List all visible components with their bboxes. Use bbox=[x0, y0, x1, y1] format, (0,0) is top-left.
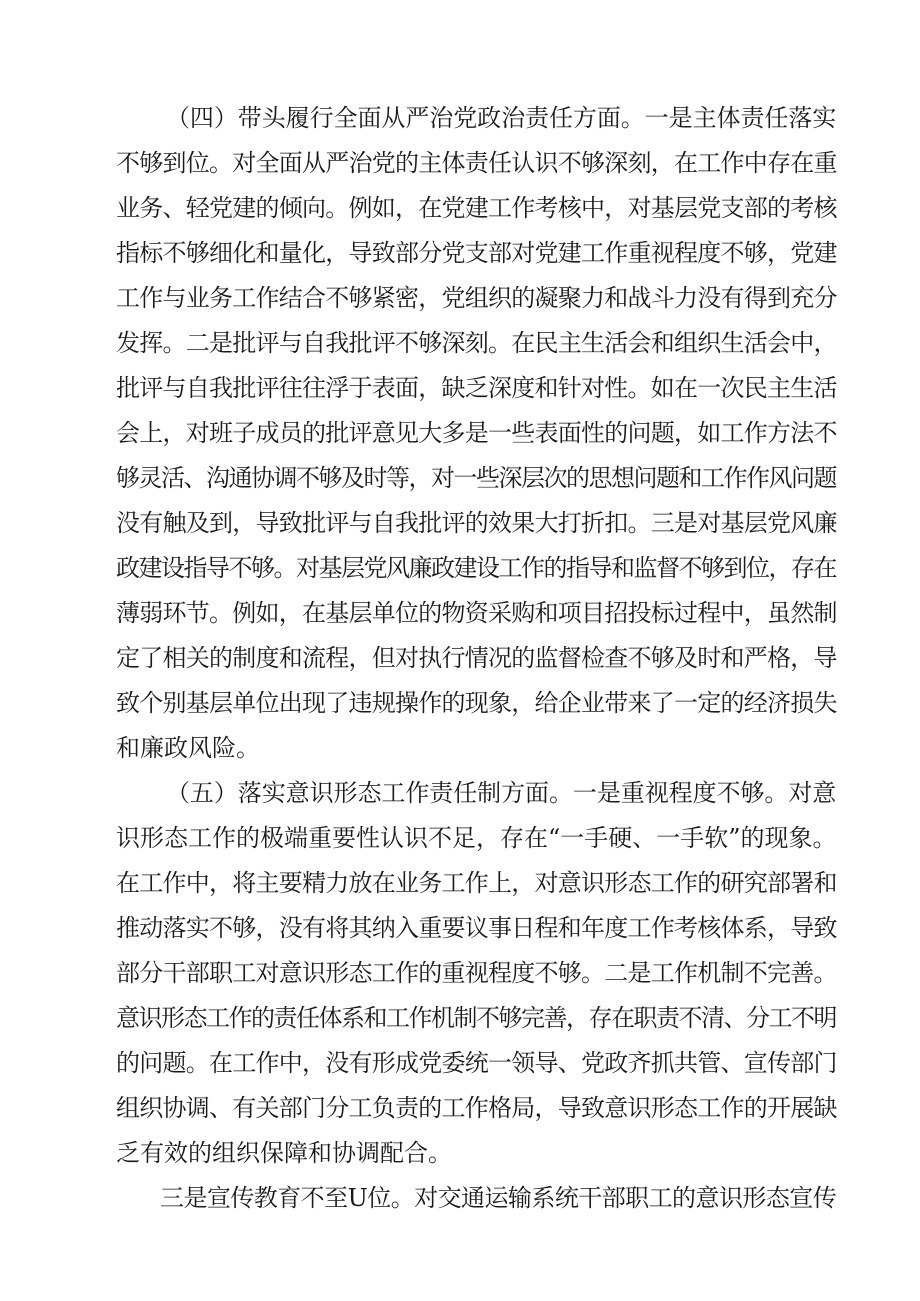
paragraph-5-line-7: 的问题。在工作中，没有形成党委统一领导、党政齐抓共管、宣传部门 bbox=[116, 1049, 837, 1077]
paragraph-5-line-9: 乏有效的组织保障和协调配合。 bbox=[116, 1139, 452, 1167]
paragraph-5-line-4: 推动落实不够，没有将其纳入重要议事日程和年度工作考核体系，导致 bbox=[116, 914, 837, 942]
paragraph-6-line-1: 三是宣传教育不至U位。对交通运输系统干部职工的意识形态宣传 bbox=[160, 1184, 836, 1212]
paragraph-4-line-11: 政建设指导不够。对基层党风廉政建设工作的指导和监督不够到位，存在 bbox=[116, 554, 836, 582]
paragraph-4-line-5: 工作与业务工作结合不够紧密，党组织的凝聚力和战斗力没有得到充分 bbox=[116, 284, 837, 312]
paragraph-5-line-1: （五）落实意识形态工作责任制方面。一是重视程度不够。对意 bbox=[166, 779, 836, 807]
paragraph-4-line-13: 定了相关的制度和流程，但对执行情况的监督检查不够及时和严格，导 bbox=[116, 644, 837, 672]
paragraph-4-line-4: 指标不够细化和量化，导致部分党支部对党建工作重视程度不够，党建 bbox=[116, 239, 837, 267]
paragraph-4-line-12: 薄弱环节。例如，在基层单位的物资采购和项目招投标过程中，虽然制 bbox=[116, 599, 837, 627]
paragraph-5-line-8: 组织协调、有关部门分工负责的工作格局，导致意识形态工作的开展缺 bbox=[116, 1094, 837, 1122]
paragraph-4-line-6: 发挥。二是批评与自我批评不够深刻。在民主生活会和组织生活会中， bbox=[116, 329, 837, 357]
paragraph-4-line-7: 批评与自我批评往往浮于表面，缺乏深度和针对性。如在一次民主生活 bbox=[116, 374, 837, 402]
paragraph-4-line-8: 会上，对班子成员的批评意见大多是一些表面性的问题，如工作方法不 bbox=[116, 419, 837, 447]
paragraph-5-line-2: 识形态工作的极端重要性认识不足，存在“一手硬、一手软”的现象。 bbox=[116, 824, 837, 852]
paragraph-4-line-9: 够灵活、沟通协调不够及时等，对一些深层次的思想问题和工作作风问题 bbox=[116, 464, 836, 492]
paragraph-4-line-3: 业务、轻党建的倾向。例如，在党建工作考核中，对基层党支部的考核 bbox=[116, 194, 837, 222]
paragraph-5-line-6: 意识形态工作的责任体系和工作机制不够完善，存在职责不清、分工不明 bbox=[116, 1004, 836, 1032]
paragraph-5-line-3: 在工作中，将主要精力放在业务工作上，对意识形态工作的研究部署和 bbox=[116, 869, 837, 897]
paragraph-4-line-10: 没有触及到，导致批评与自我批评的效果大打折扣。三是对基层党风廉 bbox=[116, 509, 837, 537]
paragraph-4-line-1: （四）带头履行全面从严治党政治责任方面。一是主体责任落实 bbox=[166, 104, 836, 132]
paragraph-5-line-5: 部分干部职工对意识形态工作的重视程度不够。二是工作机制不完善。 bbox=[116, 959, 837, 987]
paragraph-4-line-14: 致个别基层单位出现了违规操作的现象，给企业带来了一定的经济损失 bbox=[116, 689, 837, 717]
paragraph-4-line-15: 和廉政风险。 bbox=[116, 734, 260, 762]
paragraph-4-line-2: 不够到位。对全面从严治党的主体责任认识不够深刻，在工作中存在重 bbox=[116, 149, 837, 177]
